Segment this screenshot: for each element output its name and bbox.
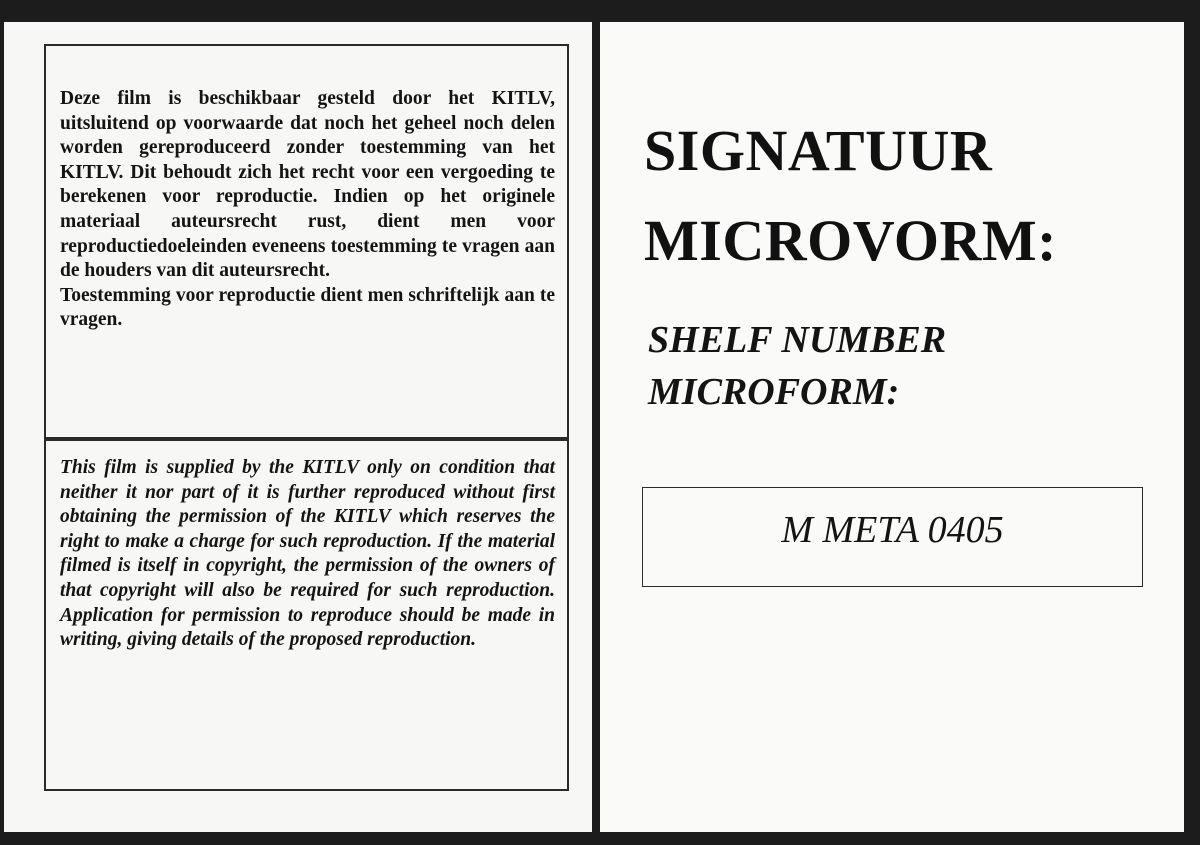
dutch-notice-paragraph-2: Toestemming voor reproductie dient men schriftelijk aan te vragen. (60, 284, 555, 331)
title-line-1: SIGNATUUR (644, 118, 993, 183)
shelf-number-box (642, 487, 1143, 587)
shelf-number-value: M META 0405 (781, 509, 1004, 551)
english-notice-paragraph-1: This film is supplied by the KITLV only on condition that neither it nor part of it is further reproduced without first obtaining the permission of the KITLV which reserves the right to make a charge for such reproduction. If the material filmed is itself in copyright, the permission of the owners of that copyright will also be required for such reproduction. Application for permission to reproduce should be made in writing, giving details of the proposed reproduction. (60, 457, 555, 651)
dutch-notice-paragraph-1: Deze film is beschikbaar gesteld door het KITLV, uitsluitend op voorwaarde dat noch het geheel noch delen worden gereproduceerd zonder toestemming van het KITLV. Dit behoudt zich het recht voor een vergoeding te berekenen voor reproductie. Indien op het originele materiaal auteursrecht rust, dient men voor reproductiedoeleinden eveneens toestemming te vragen aan de houders van dit auteursrecht. (60, 88, 555, 282)
shelf-number-subtitle (648, 314, 946, 418)
signatuur-title (644, 106, 1057, 286)
left-sheet (4, 22, 592, 832)
title-line-2: MICROVORM: (644, 208, 1057, 273)
subtitle-line-1: SHELF NUMBER (648, 319, 947, 361)
english-notice-box (44, 439, 569, 791)
dutch-notice-box (44, 44, 569, 439)
subtitle-line-2: MICROFORM: (648, 371, 900, 413)
right-sheet (600, 22, 1184, 832)
